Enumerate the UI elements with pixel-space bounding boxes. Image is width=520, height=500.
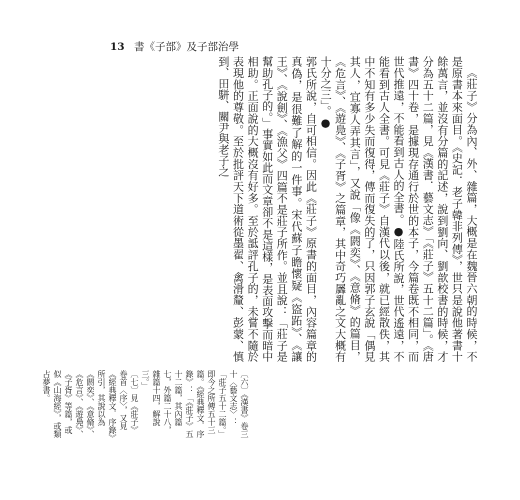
body-paragraph: 《莊子》分為內、外、雜篇，大概是在魏晉六朝的時候，不是原書本來面目。《史記．老子韓非列傳》，世只是說他著書十餘萬言，並沒有分篇的記述，說到劉向、劉歆校書的時候，才分為五十二篇，見《漢書．藝文志》「《莊子》五十二篇」。《唐書》四十卷，是據現存通行於世的本子，今篇卷既不相同，而世代推遠，不能看到古人的全書。●陸氏所說，世代遙遠，不能看到古人全書。可見《莊子》自漢代以後，就已經散佚，其中不知有多少失而復得，傳而復失的了，只因郭子玄說「偶見其人，宜寡人弄其言」，又說「像《閼奕》、《意脩》的篇目，《危言》、《遊鳧》、《子胥》之篇章，其中奇巧羼亂之文大概有十分之三」。● — [319, 56, 478, 362]
running-header — [110, 40, 239, 54]
book-title: 書《子部》及子部治學 — [133, 41, 239, 53]
main-text — [40, 56, 478, 362]
footnote: 〔六〕《漢書》卷三十〈藝文志〉：「莊子五十二篇。」即今之所傳五十三篇。《經典釋文．序錄》：「《莊子》五十二篇，其內篇七，外篇二十八，雜篇十四，解說三。」 — [141, 370, 249, 438]
footnote: 〔七〕見《莊子》卷首〈序〉，又見《經典釋文．序錄》所引，其說以為《閼奕》、《意脩》、《危言》、《遊鳧》、《子胥》等篇，或似《山海經》，或類占夢書。 — [42, 370, 139, 438]
page-number: 13 — [110, 41, 125, 53]
footnotes — [42, 370, 250, 440]
body-paragraph: 郭氏所說，自可相信。因此《莊子》原書的面目，內容篇章的真偽，是很難了解的一件事。宋代蘇子瞻懷疑《盜跖》、《讓王》、《說劍》、《漁父》四篇不是莊子所作。並且說：「莊子是幫助孔子的。」事實如此而文章卻不是這樣，是表面攻擊而暗中相助。正面說的大概沒有好多。至於詆評孔子的，未嘗不隨於表現他的尊敬。至於批評天下道術從墨翟、禽滑釐、彭蒙、慎到、田駢、關尹與老子之 — [216, 56, 318, 362]
